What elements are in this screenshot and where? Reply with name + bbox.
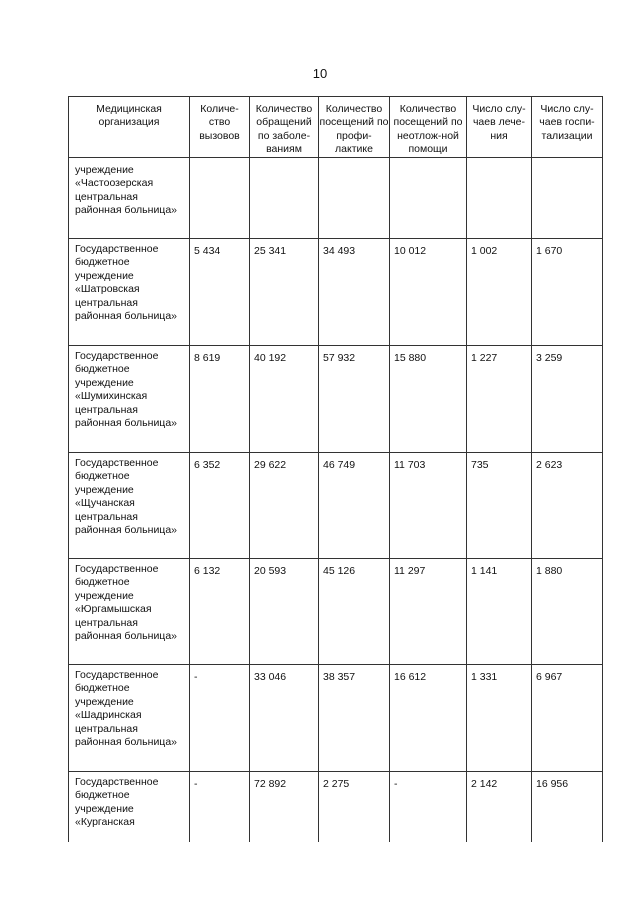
cell-treatment-cases xyxy=(467,158,532,239)
cell-urgent-visits: 16 612 xyxy=(390,665,467,772)
cell-organization: Государственное бюджетное учреждение «Шумихинская центральная районная больница» xyxy=(69,346,190,453)
cell-organization: Государственное бюджетное учреждение «Курганская xyxy=(69,772,190,842)
cell-calls xyxy=(190,158,250,239)
cell-calls: - xyxy=(190,772,250,842)
cell-disease-visits: 40 192 xyxy=(250,346,319,453)
cell-hospitalization-cases: 1 880 xyxy=(532,559,603,665)
medical-organizations-table xyxy=(68,96,603,842)
cell-hospitalization-cases: 2 623 xyxy=(532,453,603,559)
cell-treatment-cases: 1 141 xyxy=(467,559,532,665)
header-disease-visits: Количество обращений по заболе-ваниям xyxy=(250,97,319,158)
cell-disease-visits: 33 046 xyxy=(250,665,319,772)
header-calls: Количе-ство вызовов xyxy=(190,97,250,158)
cell-calls: - xyxy=(190,665,250,772)
header-hospitalization-cases: Число слу-чаев госпи-тализации xyxy=(532,97,603,158)
table-row xyxy=(69,346,603,453)
cell-prevention-visits: 38 357 xyxy=(319,665,390,772)
cell-calls: 6 352 xyxy=(190,453,250,559)
cell-prevention-visits: 2 275 xyxy=(319,772,390,842)
cell-prevention-visits: 45 126 xyxy=(319,559,390,665)
cell-disease-visits xyxy=(250,158,319,239)
cell-prevention-visits: 34 493 xyxy=(319,239,390,346)
cell-calls: 5 434 xyxy=(190,239,250,346)
cell-disease-visits: 25 341 xyxy=(250,239,319,346)
cell-organization: Государственное бюджетное учреждение «Юргамышская центральная районная больница» xyxy=(69,559,190,665)
cell-organization: Государственное бюджетное учреждение «Шатровская центральная районная больница» xyxy=(69,239,190,346)
table-header-row xyxy=(69,97,603,158)
cell-organization: Государственное бюджетное учреждение «Шадринская центральная районная больница» xyxy=(69,665,190,772)
cell-hospitalization-cases: 16 956 xyxy=(532,772,603,842)
cell-treatment-cases: 1 002 xyxy=(467,239,532,346)
cell-prevention-visits xyxy=(319,158,390,239)
cell-treatment-cases: 1 331 xyxy=(467,665,532,772)
cell-urgent-visits: 10 012 xyxy=(390,239,467,346)
cell-urgent-visits: 11 703 xyxy=(390,453,467,559)
cell-urgent-visits: 11 297 xyxy=(390,559,467,665)
cell-disease-visits: 20 593 xyxy=(250,559,319,665)
cell-calls: 8 619 xyxy=(190,346,250,453)
table-row xyxy=(69,239,603,346)
cell-disease-visits: 72 892 xyxy=(250,772,319,842)
cell-hospitalization-cases xyxy=(532,158,603,239)
cell-prevention-visits: 57 932 xyxy=(319,346,390,453)
cell-hospitalization-cases: 3 259 xyxy=(532,346,603,453)
cell-treatment-cases: 1 227 xyxy=(467,346,532,453)
cell-urgent-visits xyxy=(390,158,467,239)
cell-disease-visits: 29 622 xyxy=(250,453,319,559)
header-treatment-cases: Число слу-чаев лече-ния xyxy=(467,97,532,158)
cell-urgent-visits: - xyxy=(390,772,467,842)
cell-hospitalization-cases: 1 670 xyxy=(532,239,603,346)
page-number: 10 xyxy=(312,66,328,81)
header-prevention-visits: Количество посещений по профи-лактике xyxy=(319,97,390,158)
table-row xyxy=(69,665,603,772)
table-row xyxy=(69,772,603,842)
header-organization: Медицинская организация xyxy=(69,97,190,158)
table-row xyxy=(69,453,603,559)
cell-hospitalization-cases: 6 967 xyxy=(532,665,603,772)
cell-treatment-cases: 735 xyxy=(467,453,532,559)
cell-organization: учреждение «Частоозерская центральная районная больница» xyxy=(69,158,190,239)
cell-prevention-visits: 46 749 xyxy=(319,453,390,559)
cell-urgent-visits: 15 880 xyxy=(390,346,467,453)
header-urgent-visits: Количество посещений по неотлож-ной помощи xyxy=(390,97,467,158)
table-row xyxy=(69,559,603,665)
cell-calls: 6 132 xyxy=(190,559,250,665)
cell-organization: Государственное бюджетное учреждение «Щучанская центральная районная больница» xyxy=(69,453,190,559)
table-row xyxy=(69,158,603,239)
cell-treatment-cases: 2 142 xyxy=(467,772,532,842)
